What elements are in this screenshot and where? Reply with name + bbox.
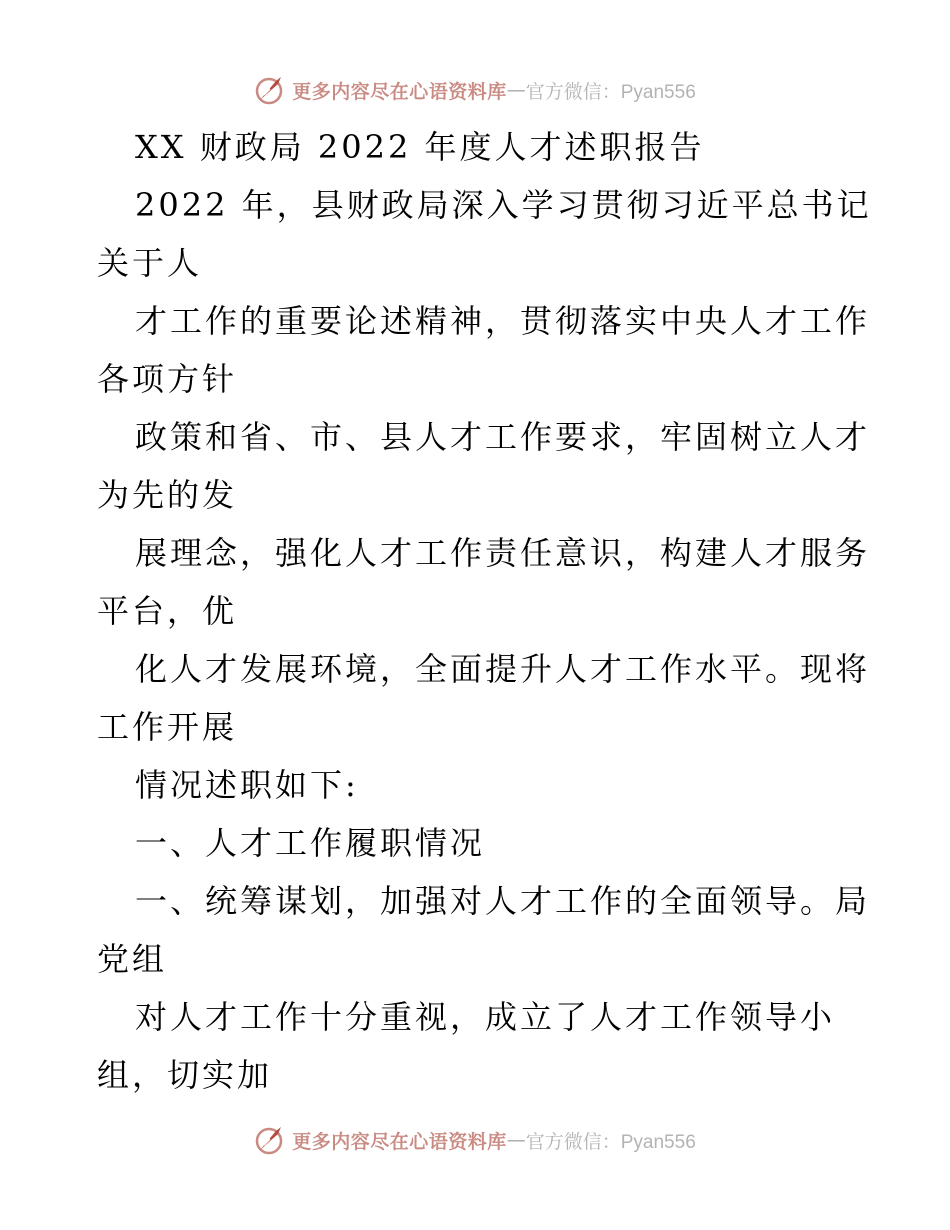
text-line: 情况述职如下:: [135, 766, 359, 804]
text-line: 一、人才工作履职情况: [135, 824, 486, 862]
text-line: 才工作的重要论述精神，贯彻落实中央人才工作: [135, 302, 871, 340]
watermark-separator: —: [506, 79, 526, 101]
text-line: 对人才工作十分重视，成立了人才工作领导小: [135, 998, 836, 1036]
watermark-separator: —: [506, 1129, 526, 1151]
text-line: 2022 年，县财政局深入学习贯彻习近平总书记: [135, 186, 872, 224]
text-line: 关于人: [97, 244, 203, 282]
document-body: [97, 118, 872, 1104]
text-line: 平台，优: [97, 592, 238, 630]
text-line: 展理念，强化人才工作责任意识，构建人才服务: [135, 534, 871, 572]
footer-watermark: [0, 1120, 950, 1160]
text-line: 工作开展: [97, 708, 238, 746]
quill-pen-circle-icon: [254, 1123, 288, 1157]
watermark-contact: 官方微信：Pyan556: [525, 81, 696, 103]
header-watermark: [0, 70, 950, 110]
watermark-brand: 更多内容尽在心语资料库: [292, 80, 507, 103]
text-line: 一、统筹谋划，加强对人才工作的全面领导。局: [135, 882, 871, 920]
watermark-contact: 官方微信：Pyan556: [525, 1131, 696, 1153]
text-line: 为先的发: [97, 476, 238, 514]
watermark-brand: 更多内容尽在心语资料库: [292, 1130, 507, 1153]
quill-pen-circle-icon: [254, 73, 288, 107]
text-line: 党组: [97, 940, 168, 978]
text-line: 化人才发展环境，全面提升人才工作水平。现将: [135, 650, 871, 688]
text-line: 组，切实加: [97, 1056, 273, 1094]
text-line: 各项方针: [97, 360, 238, 398]
document-title: XX 财政局 2022 年度人才述职报告: [135, 128, 705, 166]
text-line: 政策和省、市、县人才工作要求，牢固树立人才: [135, 418, 871, 456]
